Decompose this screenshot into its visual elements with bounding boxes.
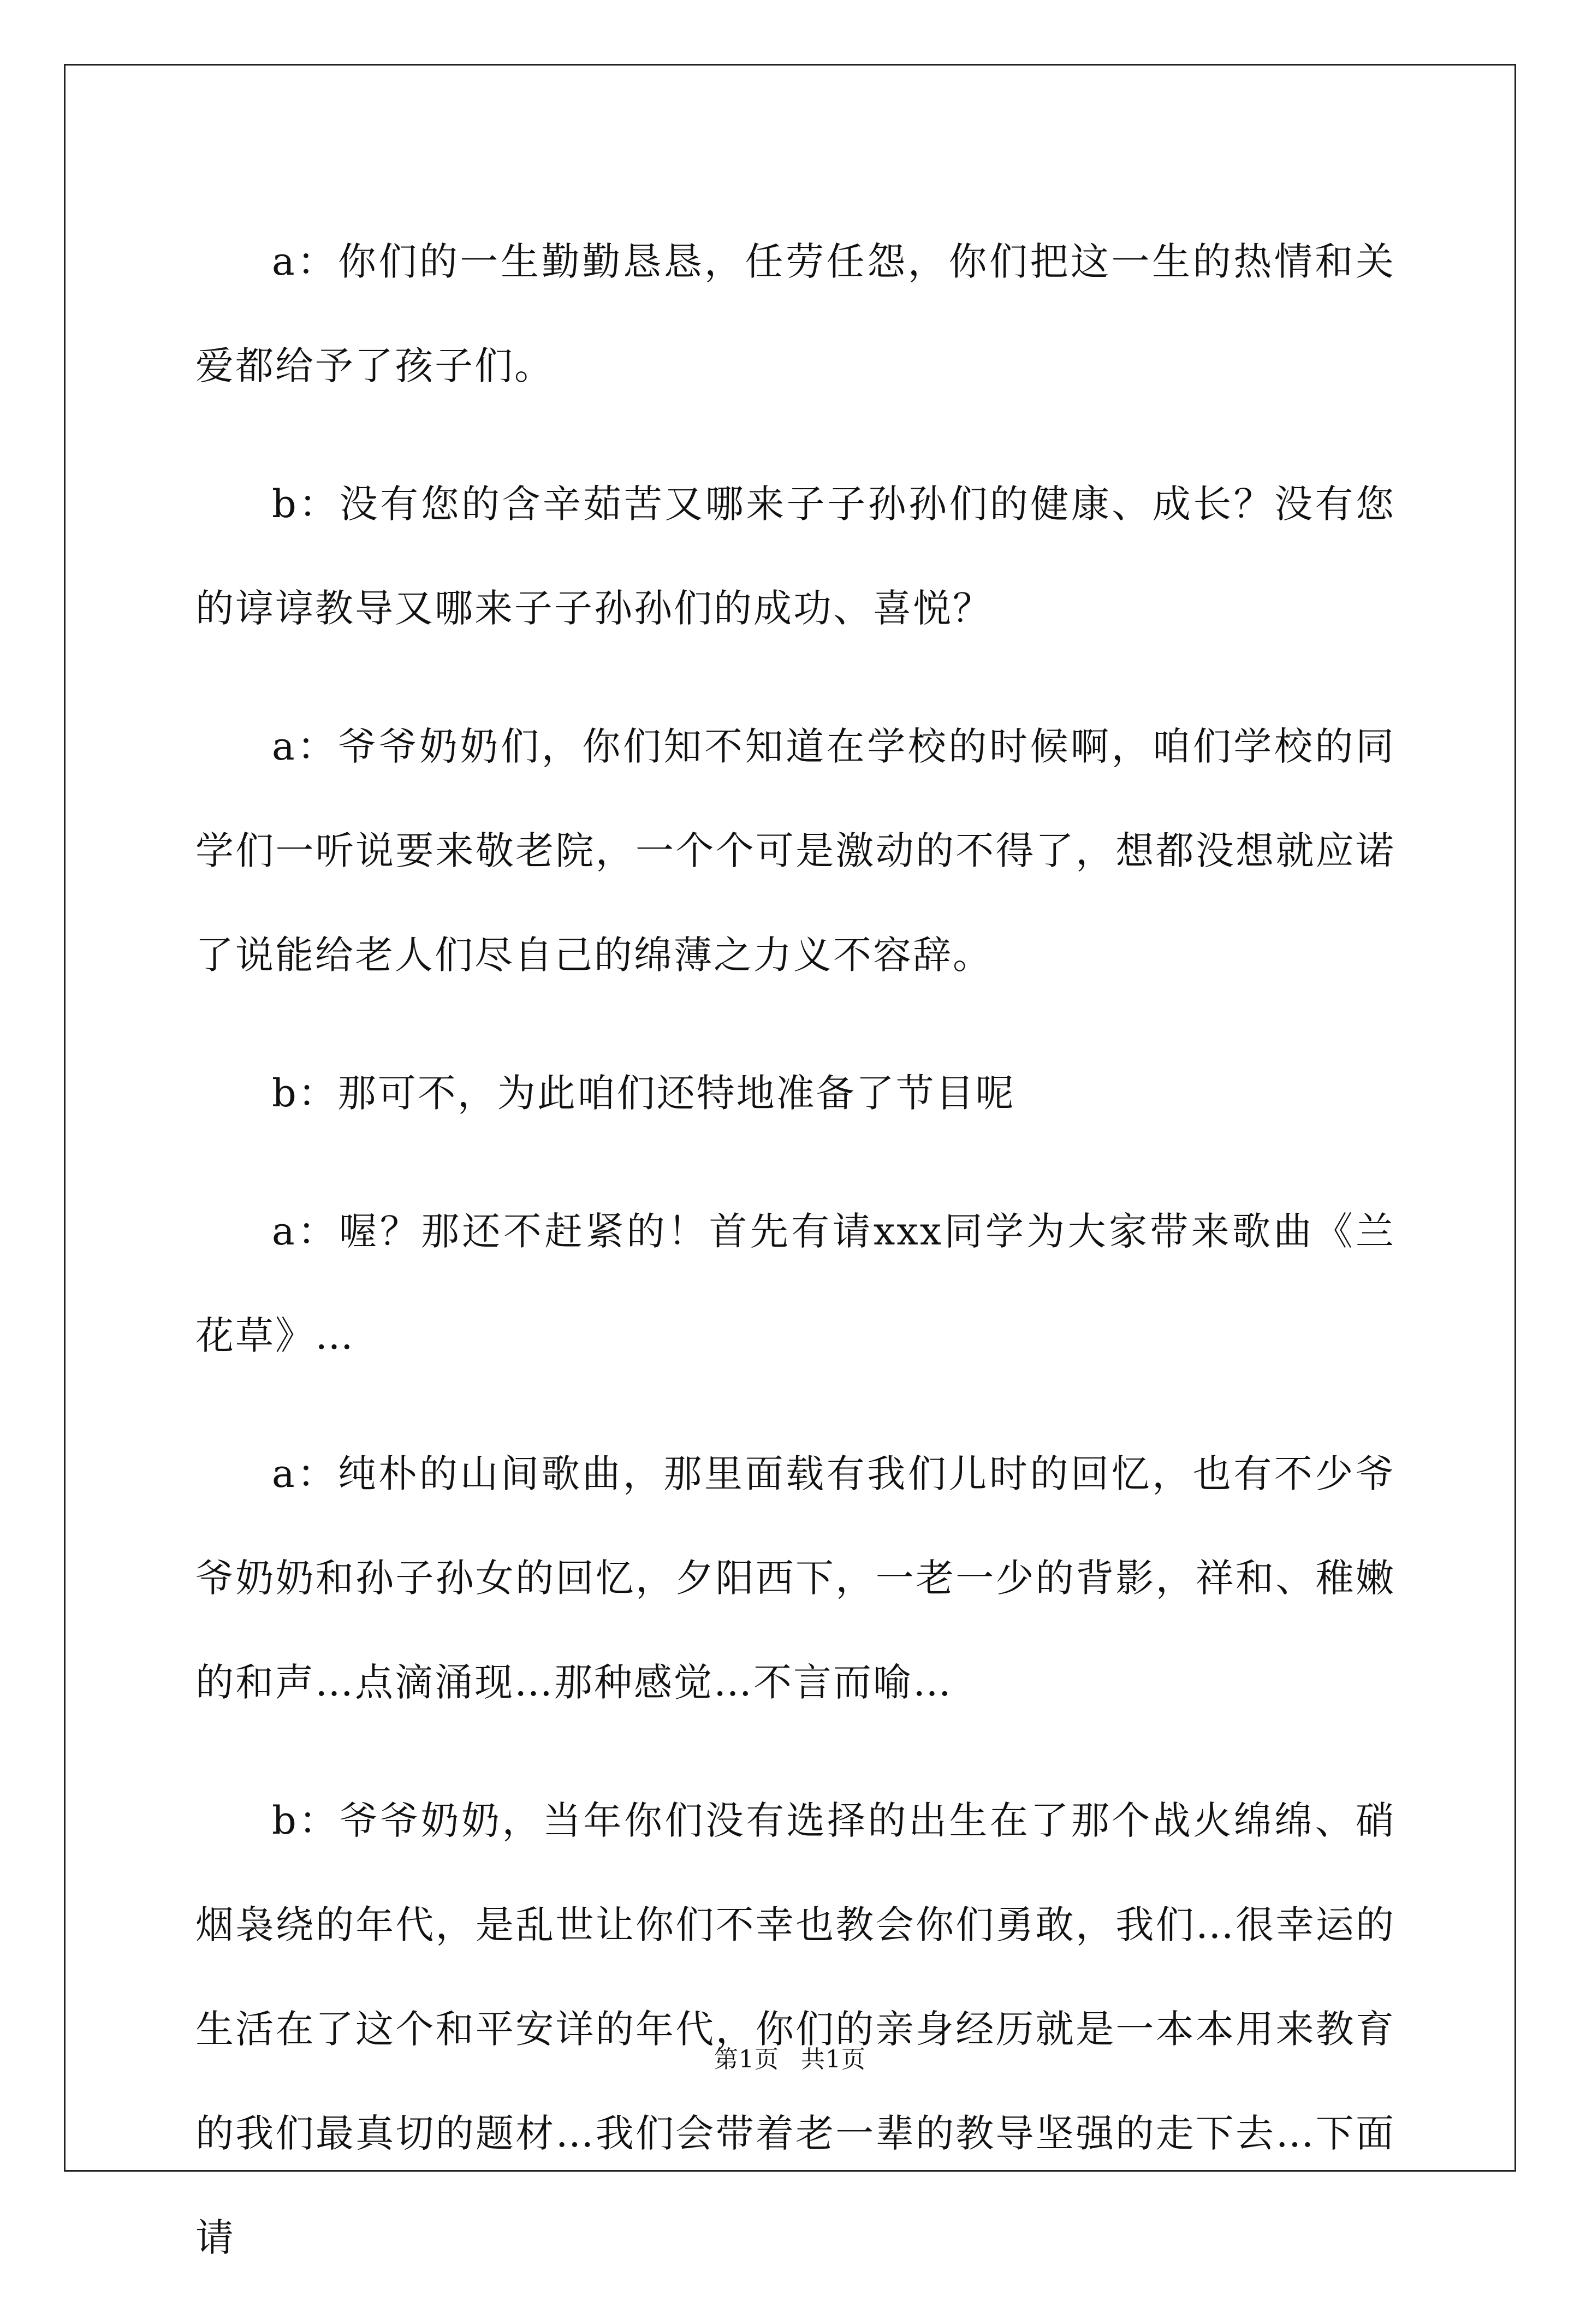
paragraph-5: a：喔？那还不赶紧的！首先有请xxx同学为大家带来歌曲《兰花草》… [195, 1209, 1395, 1358]
paragraph-4: b：那可不，为此咱们还特地准备了节目呢 [272, 1071, 1015, 1116]
paragraph-2: b：没有您的含辛茹苦又哪来子子孙孙们的健康、成长？没有您的谆谆教导又哪来子子孙孙们的成功、喜悦？ [195, 482, 1395, 631]
paragraph-3: a：爷爷奶奶们，你们知不知道在学校的时候啊，咱们学校的同学们一听说要来敬老院，一个个可是激动的不得了，想都没想就应诺了说能给老人们尽自己的绵薄之力义不容辞。 [195, 724, 1395, 977]
paragraph-1: a：你们的一生勤勤恳恳，任劳任怨，你们把这一生的热情和关爱都给予了孩子们。 [195, 239, 1395, 388]
paragraph-6: a：纯朴的山间歌曲，那里面载有我们儿时的回忆，也有不少爷爷奶奶和孙子孙女的回忆，夕阳西下，一老一少的背影，祥和、稚嫩的和声…点滴涌现…那种感觉…不言而喻… [195, 1451, 1395, 1705]
page-number: 第1页 [714, 2046, 779, 2073]
paragraph-7: b：爷爷奶奶，当年你们没有选择的出生在了那个战火绵绵、硝烟袅绕的年代，是乱世让你们不幸也教会你们勇敢，我们…很幸运的生活在了这个和平安详的年代，你们的亲身经历就是一本本用来教育的我们最真切的题材…我们会带着老一辈的教导坚强的走下去…下面请 [195, 1798, 1395, 2260]
page-footer [0, 2043, 1580, 2076]
page-total: 共1页 [801, 2046, 866, 2073]
document-body [195, 210, 1395, 2324]
